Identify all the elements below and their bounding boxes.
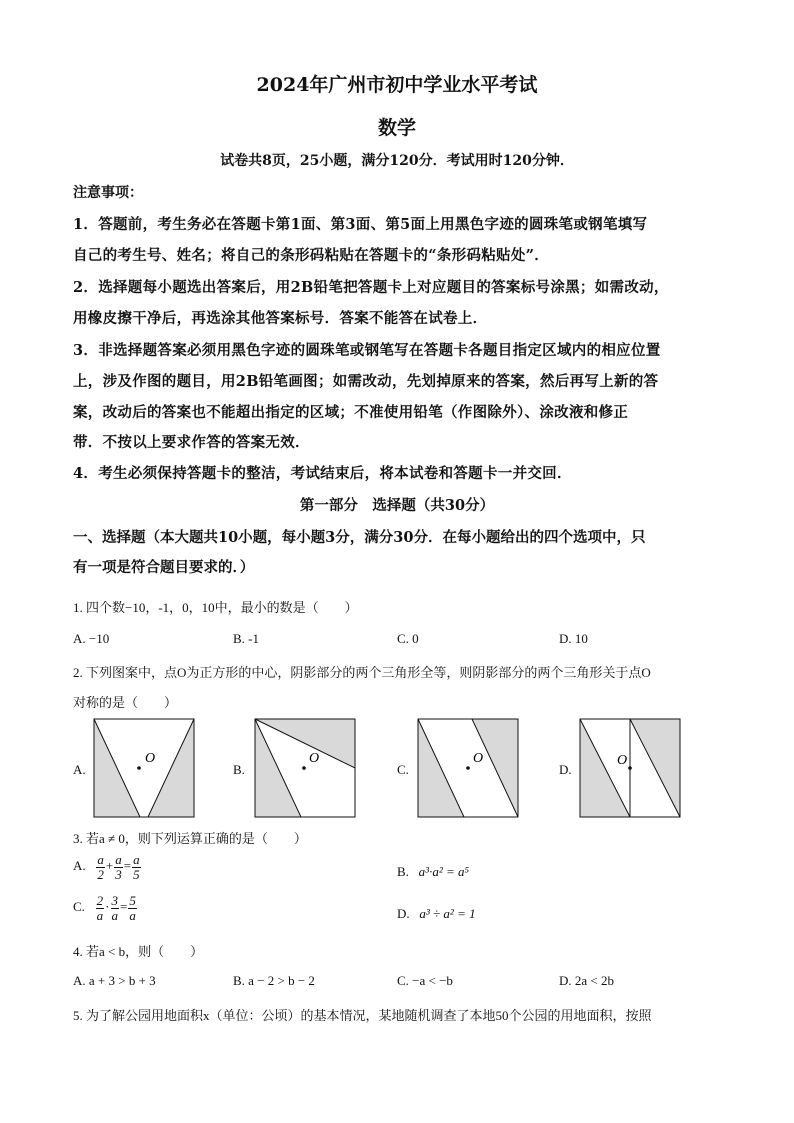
denominator: 5	[133, 866, 140, 882]
option-label: A.	[73, 858, 86, 874]
q1-option-b: B. -1	[233, 631, 259, 646]
option-label: D.	[397, 906, 410, 921]
numerator: 2	[96, 893, 104, 908]
exam-subject: 数学	[377, 117, 416, 139]
question-5: 5. 为了解公园用地面积x（单位：公顷）的基本情况，某地随机调查了本地50个公园的用地面积，按照	[73, 1008, 652, 1023]
question-3: 3. 若a ≠ 0，则下列运算正确的是（ ）	[73, 831, 307, 846]
q1-option-c: C. 0	[397, 631, 419, 646]
denominator: a	[129, 907, 136, 923]
numerator: a	[97, 852, 104, 867]
section-heading: 有一项是符合题目要求的．）	[73, 559, 255, 576]
q4-option-b: B. a − 2 > b − 2	[233, 973, 315, 988]
notice-line: 3．非选择题答案必须用黑色字迹的圆珠笔或钢笔写在答题卡各题目指定区域内的相应位置	[73, 342, 661, 359]
question-2: 对称的是（ ）	[73, 695, 178, 710]
question-2: 2. 下列图案中，点O为正方形的中心，阴影部分的两个三角形全等，则阴影部分的两个三角形关于点O	[73, 665, 651, 680]
denominator: 2	[97, 866, 104, 882]
notice-line: 用橡皮擦干净后，再选涂其他答案标号．答案不能答在试卷上．	[73, 310, 488, 327]
exam-title: 2024年广州市初中学业水平考试	[256, 74, 538, 96]
option-label: C.	[73, 899, 85, 915]
numerator: a	[115, 852, 122, 867]
option-text: a³ ÷ a² = 1	[419, 906, 476, 921]
option-text: a³·a² = a⁵	[418, 864, 470, 879]
part-heading: 第一部分 选择题（共30分）	[299, 497, 495, 514]
q3-option-b	[397, 864, 469, 880]
q2-label-a: A.	[73, 762, 86, 777]
question-4: 4. 若a < b，则（ ）	[73, 944, 204, 959]
q3-option-c: C. $\frac{2}{a}$ · $\frac{3}{a}$ = $\frac{5}{a}$	[73, 893, 136, 923]
q1-option-d: D. 10	[559, 631, 588, 646]
question-1: 1. 四个数−10，-1，0，10中，最小的数是（ ）	[73, 600, 358, 615]
denominator: 3	[115, 866, 122, 882]
q2-label-d: D.	[559, 762, 572, 777]
notice-line: 1．答题前，考生务必在答题卡第1面、第3面、第5面上用黑色字迹的圆珠笔或钢笔填写	[73, 216, 648, 233]
notice-line: 上，涉及作图的题目，用2B铅笔画图；如需改动，先划掉原来的答案，然后再写上新的答	[73, 373, 659, 390]
notice-line: 4．考生必须保持答题卡的整洁，考试结束后，将本试卷和答题卡一并交回．	[73, 465, 572, 482]
q4-option-d: D. 2a < 2b	[559, 973, 614, 988]
denominator: a	[111, 907, 119, 923]
numerator: 5	[129, 893, 136, 908]
notice-line: 2．选择题每小题选出答案后，用2B铅笔把答题卡上对应题目的答案标号涂黑；如需改动，	[73, 279, 669, 296]
notice-line: 带．不按以上要求作答的答案无效．	[73, 434, 310, 451]
q3-option-a: A. $\frac{a}{2}$ + $\frac{a}{3}$ = $\frac{a}{5}$	[73, 852, 140, 882]
q2-figure-a	[93, 718, 196, 818]
point-o-label: O	[309, 751, 320, 766]
numerator: 3	[111, 893, 119, 908]
option-label: B.	[397, 864, 409, 879]
point-o-label: O	[145, 751, 156, 766]
q2-figure-d	[579, 718, 682, 818]
q3-option-d	[397, 906, 476, 922]
numerator: a	[133, 852, 140, 867]
q1-option-a: A. −10	[73, 631, 110, 646]
point-o-label: O	[473, 751, 484, 766]
q4-option-c: C. −a < −b	[397, 973, 453, 988]
q4-option-a: A. a + 3 > b + 3	[73, 973, 156, 988]
notice-line: 自己的考生号、姓名；将自己的条形码粘贴在答题卡的“条形码粘贴处”．	[73, 247, 550, 264]
notice-line: 案，改动后的答案也不能超出指定的区域；不准使用铅笔（作图除外）、涂改液和修正	[73, 404, 629, 421]
q2-label-c: C.	[397, 762, 409, 777]
exam-info: 试卷共8页，25小题，满分120分．考试用时120分钟．	[220, 153, 574, 169]
q2-label-b: B.	[233, 762, 245, 777]
q2-figure-c	[417, 718, 520, 818]
point-o-label: O	[617, 753, 628, 768]
section-heading: 一、选择题（本大题共10小题，每小题3分，满分30分．在每小题给出的四个选项中，只	[73, 529, 646, 546]
notice-heading: 注意事项：	[73, 185, 143, 201]
q2-figure-b	[254, 718, 357, 818]
denominator: a	[96, 907, 104, 923]
